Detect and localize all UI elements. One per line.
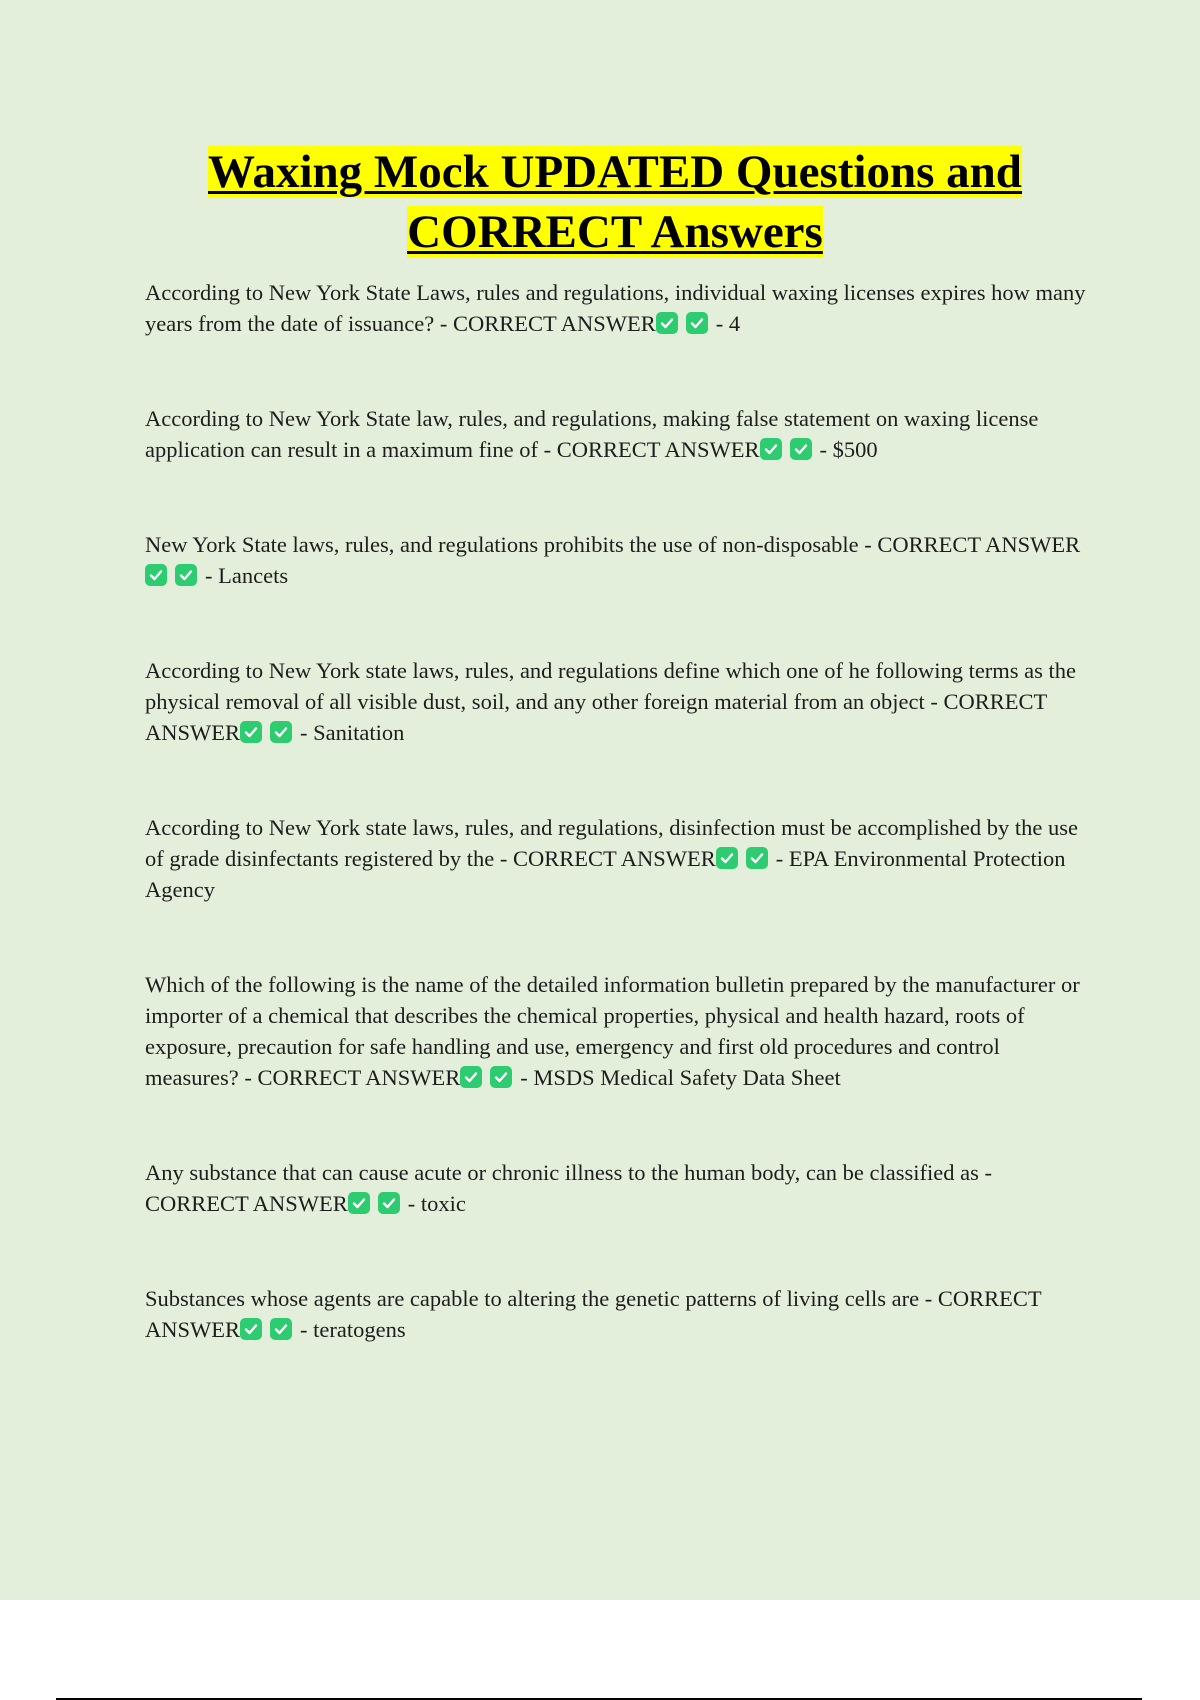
check-icon [175,564,197,586]
question-text: According to New York State Laws, rules and regulations, individual waxing licenses expires how many years from the date of issuance? - [145,280,1086,336]
check-icon [460,1066,482,1088]
check-icon [686,312,708,334]
check-icon [378,1192,400,1214]
answer-marker: CORRECT ANSWER [145,1286,1042,1342]
answer-text: - Sanitation [300,720,405,745]
title-line-2: CORRECT Answers [407,206,823,258]
question-text: According to New York state laws, rules, and regulations, disinfection must be accomplished by the use of grade disinfectants registered by the - [145,815,1078,871]
check-icon [746,847,768,869]
title-line-1: Waxing Mock UPDATED Questions and [208,146,1022,198]
check-icon [716,847,738,869]
answer-marker: CORRECT ANSWER [513,846,716,871]
answer-marker: CORRECT ANSWER [453,311,656,336]
check-icon [270,721,292,743]
answer-text: - $500 [819,437,878,462]
question-text: Any substance that can cause acute or chronic illness to the human body, can be classified as - [145,1160,993,1185]
qa-item [145,969,1095,1093]
question-text: New York State laws, rules, and regulations prohibits the use of non-disposable - [145,532,878,557]
check-icon [145,564,167,586]
answer-text: - Lancets [205,563,289,588]
answer-text: - EPA Environmental Protection Agency [145,846,1066,902]
qa-item [145,403,1095,465]
answer-text: - toxic [407,1191,466,1216]
check-icon [348,1192,370,1214]
document-title [120,142,1110,262]
question-text: Substances whose agents are capable to altering the genetic patterns of living cells are - [145,1286,938,1311]
answer-text: - MSDS Medical Safety Data Sheet [520,1065,841,1090]
check-icon [760,438,782,460]
answer-marker: CORRECT ANSWER [556,437,760,462]
check-icon [656,312,678,334]
question-text: Which of the following is the name of the detailed information bulletin prepared by the manufacturer or importer of a chemical that describes the chemical properties, physical and health hazard, roots of exposure, precaution for safe handling and use, emergency and first old procedures and control measures? - [145,972,1080,1090]
answer-marker: CORRECT ANSWER [257,1065,461,1090]
qa-item [145,655,1095,748]
answer-text: - teratogens [300,1317,406,1342]
check-icon [490,1066,512,1088]
question-text: According to New York State law, rules, and regulations, making false statement on waxing license application can result in a maximum fine of - [145,406,1039,462]
answer-marker: CORRECT ANSWER [145,689,1047,745]
qa-item [145,529,1095,591]
check-icon [240,1318,262,1340]
check-icon [270,1318,292,1340]
answer-text: - 4 [715,311,741,336]
qa-item [145,1283,1095,1345]
check-icon [790,438,812,460]
qa-item [145,812,1095,905]
page-title [120,142,1110,262]
qa-item [145,277,1095,339]
question-text: According to New York state laws, rules, and regulations define which one of he following terms as the physical removal of all visible dust, soil, and any other foreign material from an object - [145,658,1077,714]
check-icon [240,721,262,743]
answer-marker: CORRECT ANSWER [145,1191,348,1216]
answer-marker: CORRECT ANSWER [877,532,1081,557]
qa-item [145,1157,1095,1219]
qa-list [145,277,1095,1345]
